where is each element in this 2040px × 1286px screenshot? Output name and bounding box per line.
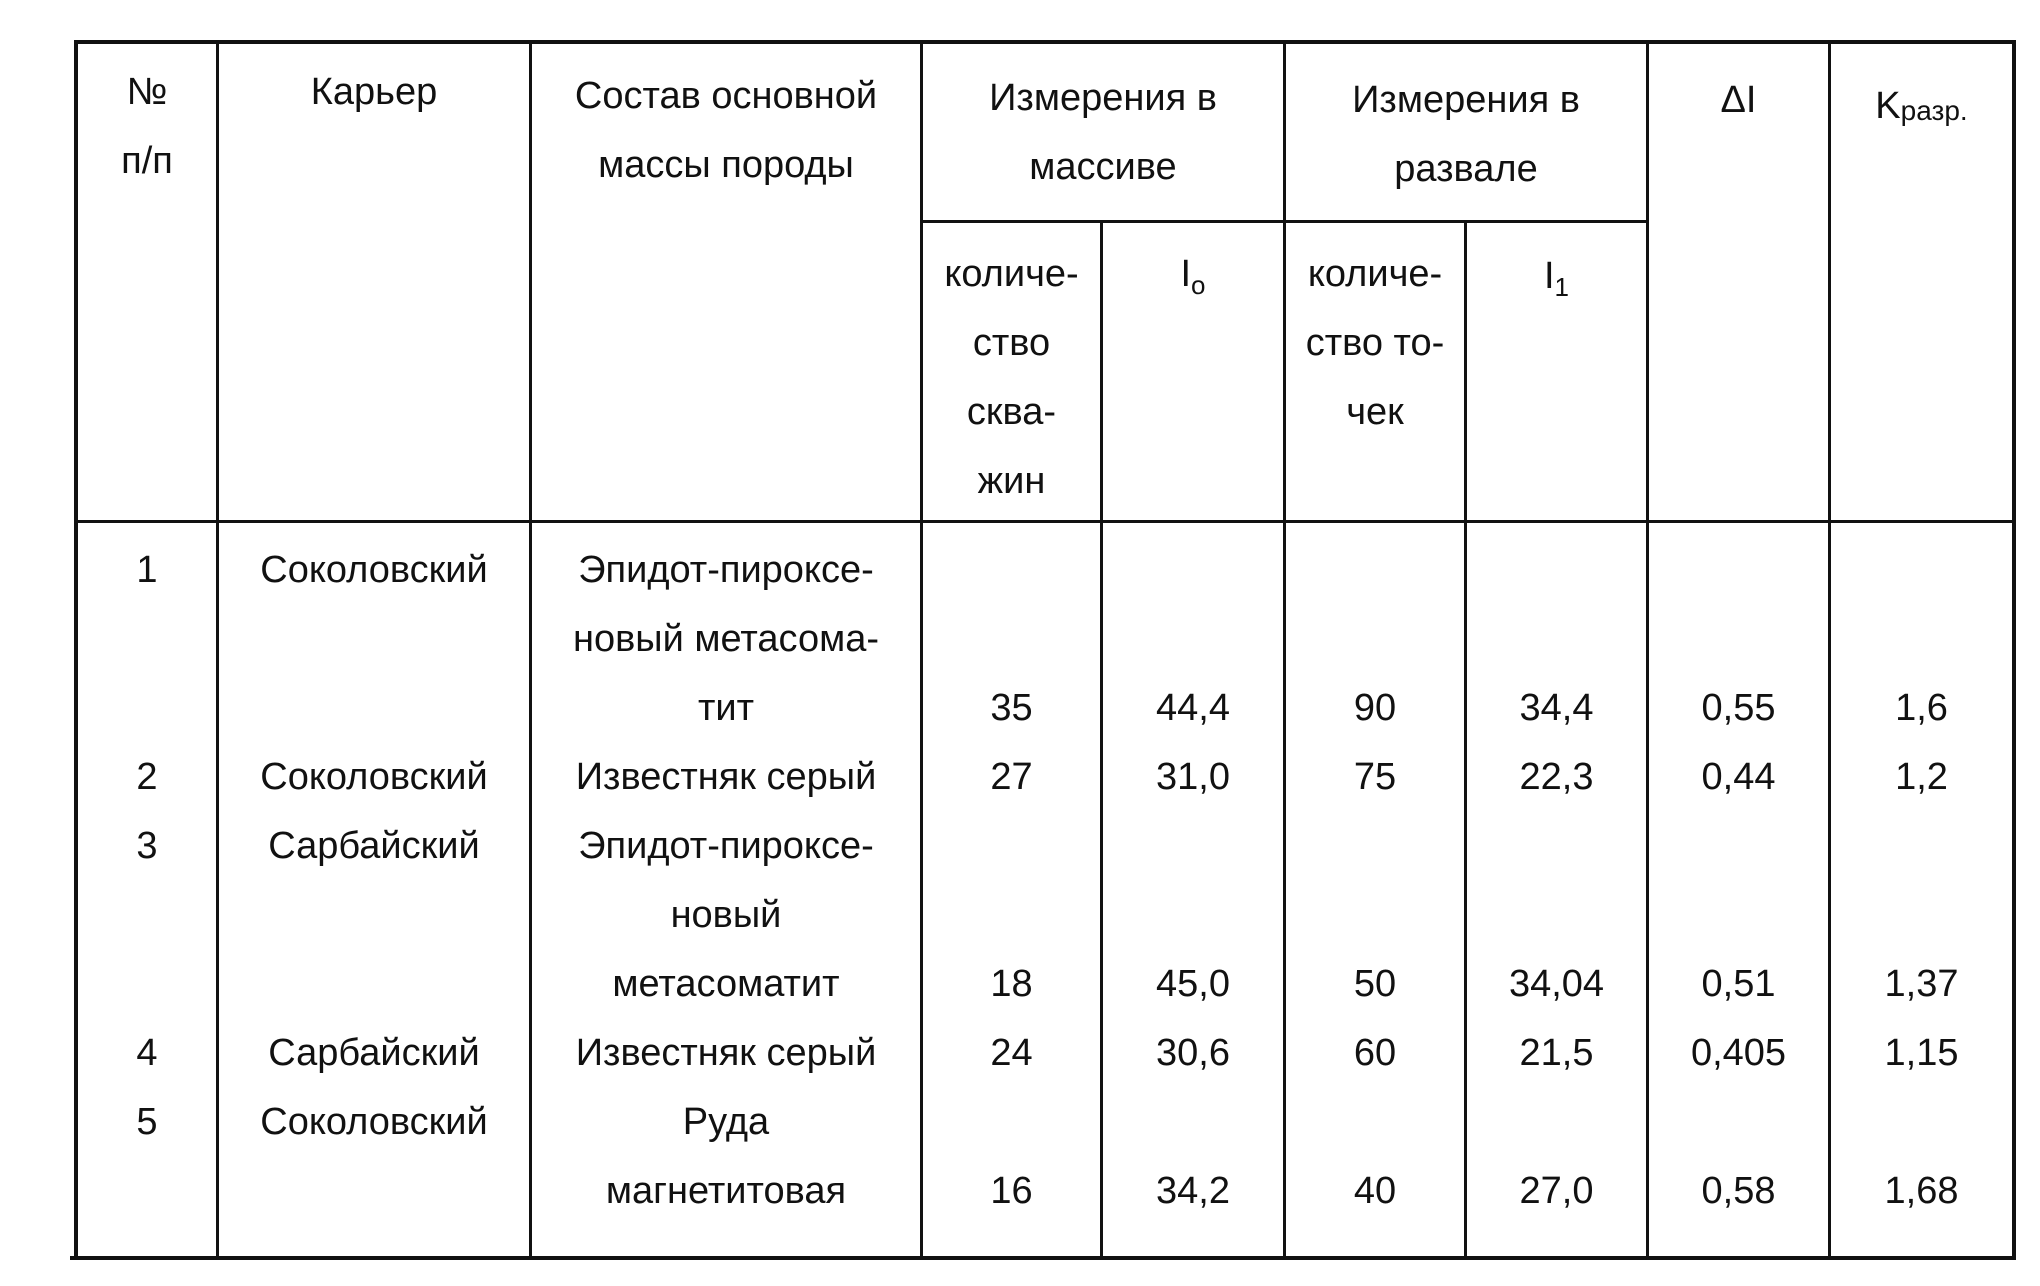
- cell-n-massif: 35: [990, 687, 1033, 729]
- cell-i0: 44,4: [1156, 687, 1230, 729]
- cell-n-massif: 27: [990, 756, 1033, 798]
- cell-num: 5: [136, 1101, 158, 1143]
- header-massif-line-1: Измерения в: [989, 77, 1217, 119]
- header-massif-line-2: массиве: [1029, 146, 1177, 188]
- cell-num: 3: [136, 825, 158, 867]
- cell-n-pile: 40: [1353, 1170, 1397, 1212]
- border-top: [78, 40, 2016, 44]
- header-pile-count-line-1: количе-: [1307, 253, 1443, 295]
- cell-quarry: Сарбайский: [268, 825, 480, 867]
- header-composition-line-2: массы породы: [598, 144, 854, 186]
- cell-quarry: Соколовский: [260, 1101, 488, 1143]
- cell-num: 4: [136, 1032, 158, 1074]
- cell-i1: 22,3: [1519, 756, 1594, 798]
- cell-quarry: Соколовский: [260, 549, 488, 591]
- header-pile-line-2: развале: [1394, 148, 1538, 190]
- header-pile-i-base: I: [1543, 255, 1555, 297]
- cell-composition-line: Эпидот-пироксе-: [578, 825, 874, 867]
- header-composition: [532, 62, 920, 200]
- cell-composition-line: Известняк серый: [575, 1032, 877, 1074]
- cell-i1: 21,5: [1519, 1032, 1594, 1074]
- cell-i0: 31,0: [1156, 756, 1230, 798]
- cell-k: 1,37: [1884, 963, 1959, 1005]
- header-rule: [78, 520, 2012, 523]
- header-num: [78, 58, 216, 196]
- cell-k: 1,6: [1895, 687, 1948, 729]
- cell-i0: 45,0: [1156, 963, 1230, 1005]
- cell-composition: [532, 812, 920, 1019]
- cell-composition: [532, 1019, 920, 1088]
- header-pile-count-line-2: ство то-: [1305, 322, 1445, 364]
- cell-composition: [532, 1088, 920, 1226]
- header-massif-count-line-2: ство: [972, 322, 1051, 364]
- cell-delta: 0,58: [1701, 1170, 1776, 1212]
- cell-n-massif: 24: [990, 1032, 1033, 1074]
- header-massif: [923, 64, 1283, 202]
- cell-i1: 34,4: [1519, 687, 1594, 729]
- border-right: [2012, 40, 2016, 1260]
- header-massif-count-line-3: сква-: [966, 391, 1057, 433]
- cell-composition-line: новый метасома-: [573, 618, 879, 660]
- cell-i1: 27,0: [1519, 1170, 1594, 1212]
- cell-n-massif: 18: [990, 963, 1033, 1005]
- cell-n-pile: 90: [1353, 687, 1397, 729]
- cell-k: 1,15: [1884, 1032, 1959, 1074]
- border-bottom: [70, 1256, 2014, 1260]
- cell-i0: 30,6: [1156, 1032, 1230, 1074]
- cell-composition-line: новый: [670, 894, 782, 936]
- header-k: [1831, 72, 2012, 145]
- header-massif-count-line-4: жин: [977, 460, 1046, 502]
- cell-delta: 0,44: [1701, 756, 1776, 798]
- header-delta: [1649, 66, 1828, 135]
- header-massif-i-sub: o: [1191, 270, 1206, 300]
- header-pile: [1286, 66, 1646, 204]
- cell-composition-line: Известняк серый: [575, 756, 877, 798]
- cell-n-massif: 16: [990, 1170, 1033, 1212]
- cell-n-pile: 75: [1353, 756, 1397, 798]
- header-num-line-1: №: [126, 71, 168, 113]
- cell-composition-line: магнетитовая: [605, 1170, 847, 1212]
- cell-composition-line: Эпидот-пироксе-: [578, 549, 874, 591]
- cell-i0: 34,2: [1156, 1170, 1230, 1212]
- header-quarry-label: Карьер: [310, 71, 438, 113]
- header-quarry: [219, 58, 529, 127]
- header-massif-count: [923, 240, 1100, 516]
- header-pile-i: [1467, 242, 1646, 322]
- header-num-line-2: п/п: [121, 140, 173, 182]
- cell-quarry: Соколовский: [260, 756, 488, 798]
- cell-delta: 0,55: [1701, 687, 1776, 729]
- cell-i1: 34,04: [1508, 963, 1605, 1005]
- header-pile-count-line-3: чек: [1346, 391, 1404, 433]
- header-pile-i-sub: 1: [1554, 272, 1570, 302]
- header-k-base: K: [1875, 85, 1901, 127]
- header-delta-label: ΔI: [1720, 79, 1757, 121]
- cell-composition: [532, 536, 920, 743]
- cell-k: 1,68: [1884, 1170, 1959, 1212]
- header-pile-count: [1286, 240, 1464, 447]
- header-pile-line-1: Измерения в: [1352, 79, 1580, 121]
- cell-composition-line: Руда: [682, 1101, 770, 1143]
- cell-quarry: Сарбайский: [268, 1032, 480, 1074]
- cell-num: 2: [136, 756, 158, 798]
- header-massif-i-base: I: [1180, 253, 1192, 295]
- cell-delta: 0,51: [1701, 963, 1776, 1005]
- header-k-sub: разр.: [1900, 95, 1968, 126]
- cell-n-pile: 60: [1353, 1032, 1397, 1074]
- cell-n-pile: 50: [1353, 963, 1397, 1005]
- cell-composition-line: тит: [697, 687, 755, 729]
- header-massif-count-line-1: количе-: [944, 253, 1079, 295]
- cell-composition: [532, 743, 920, 812]
- cell-k: 1,2: [1895, 756, 1948, 798]
- header-composition-line-1: Состав основной: [574, 75, 878, 117]
- cell-delta: 0,405: [1690, 1032, 1787, 1074]
- header-massif-i: [1103, 240, 1283, 320]
- cell-num: 1: [136, 549, 158, 591]
- cell-composition-line: метасоматит: [612, 963, 840, 1005]
